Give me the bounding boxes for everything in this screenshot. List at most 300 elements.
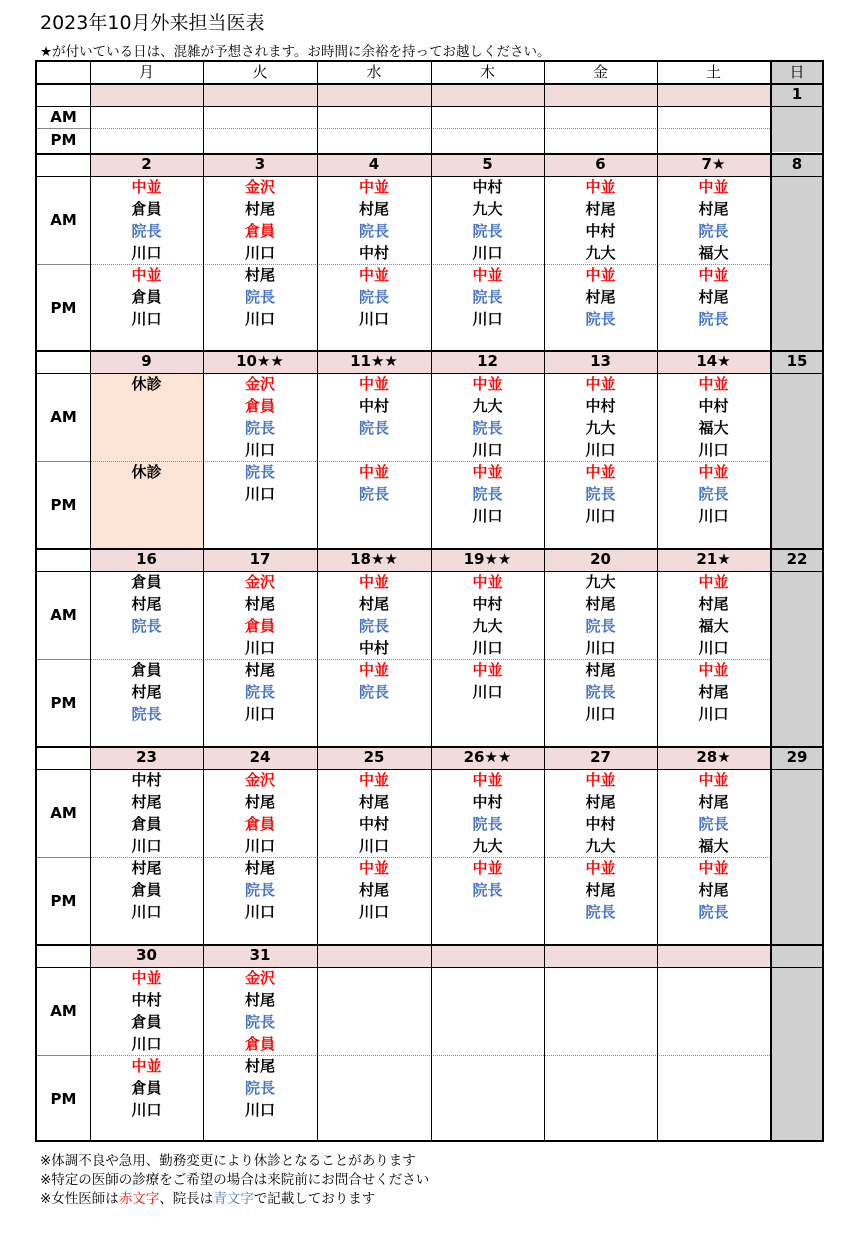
am-slot <box>90 769 203 857</box>
doctor-name: 院長 <box>244 463 275 481</box>
doctor-name: 院長 <box>472 222 503 240</box>
doctor-name: 村尾 <box>244 661 275 679</box>
weekday-header-5: 土 <box>705 63 721 81</box>
am-slot <box>431 106 544 128</box>
doctor-name: 村尾 <box>698 793 729 811</box>
column-line <box>657 62 658 1142</box>
pm-slot <box>657 659 770 746</box>
doctor-name: 院長 <box>585 903 616 921</box>
doctor-name: 村尾 <box>244 991 275 1009</box>
doctor-name: 中村 <box>472 793 503 811</box>
doctor-name: 中村 <box>698 397 729 415</box>
pm-slot <box>770 128 824 152</box>
date-cell: 4 <box>317 154 431 176</box>
am-slot <box>203 373 317 461</box>
am-label: AM <box>50 211 77 229</box>
date-cell: 15 <box>770 351 824 373</box>
doctor-name: 院長 <box>472 419 503 437</box>
pm-label: PM <box>50 298 77 317</box>
doctor-name: 川口 <box>358 903 389 921</box>
doctor-name: 中村 <box>585 222 616 240</box>
doctor-name: 中並 <box>131 969 162 987</box>
am-slot <box>90 176 203 264</box>
date-cell <box>657 945 770 967</box>
column-line <box>544 62 545 1142</box>
doctor-name: 院長 <box>698 222 729 240</box>
doctor-name: 休診 <box>131 375 162 393</box>
doctor-name: 院長 <box>244 881 275 899</box>
pm-slot <box>431 128 544 152</box>
doctor-name: 中並 <box>358 178 389 196</box>
pm-slot <box>770 264 824 351</box>
pm-slot <box>431 659 544 746</box>
doctor-name: 川口 <box>472 683 503 701</box>
doctor-name: 中並 <box>472 771 503 789</box>
doctor-name: 川口 <box>472 507 503 525</box>
doctor-name: 村尾 <box>244 859 275 877</box>
am-slot <box>657 769 770 857</box>
footer-note-3-part-a: ※女性医師は <box>40 1191 119 1207</box>
doctor-name: 院長 <box>358 419 389 437</box>
pm-slot <box>90 128 203 152</box>
date-cell <box>317 945 431 967</box>
pm-slot <box>544 461 657 548</box>
doctor-name: 院長 <box>698 310 729 328</box>
date-cell: 27 <box>544 747 657 769</box>
date-cell <box>657 84 770 106</box>
doctor-name: 中並 <box>358 859 389 877</box>
am-label: AM <box>50 1002 77 1020</box>
doctor-name: 中並 <box>585 463 616 481</box>
doctor-name: 中並 <box>585 375 616 393</box>
doctor-name: 村尾 <box>585 288 616 306</box>
pm-label: PM <box>50 1089 77 1108</box>
doctor-name: 川口 <box>585 705 616 723</box>
doctor-name: 中並 <box>358 661 389 679</box>
am-slot <box>90 373 203 461</box>
am-slot <box>770 769 824 857</box>
doctor-name: 九大 <box>472 397 503 415</box>
doctor-name: 金沢 <box>244 771 275 789</box>
date-cell <box>544 945 657 967</box>
am-slot <box>90 106 203 128</box>
doctor-name: 村尾 <box>585 793 616 811</box>
am-slot <box>544 373 657 461</box>
doctor-name: 中村 <box>472 178 503 196</box>
doctor-name: 川口 <box>698 441 729 459</box>
doctor-name: 中並 <box>472 859 503 877</box>
am-slot <box>657 967 770 1055</box>
column-line <box>203 62 204 1142</box>
am-slot <box>203 176 317 264</box>
am-slot <box>317 967 431 1055</box>
doctor-name: 川口 <box>131 310 162 328</box>
doctor-name: 村尾 <box>585 661 616 679</box>
doctor-name: 川口 <box>585 507 616 525</box>
am-slot <box>203 769 317 857</box>
am-slot <box>770 967 824 1055</box>
pm-slot <box>544 857 657 944</box>
doctor-name: 川口 <box>472 244 503 262</box>
pm-slot <box>203 1055 317 1142</box>
date-cell: 23 <box>90 747 203 769</box>
doctor-name: 川口 <box>698 705 729 723</box>
pm-slot <box>203 264 317 351</box>
doctor-name: 村尾 <box>131 683 162 701</box>
date-cell: 11★★ <box>317 351 431 373</box>
am-pm-divider-label <box>37 128 90 129</box>
footer-red-text-label: 赤文字 <box>118 1191 160 1207</box>
am-slot <box>203 967 317 1055</box>
doctor-name: 院長 <box>358 617 389 635</box>
column-line <box>90 62 91 1142</box>
doctor-name: 中並 <box>131 266 162 284</box>
doctor-name: 村尾 <box>585 595 616 613</box>
doctor-name: 中並 <box>472 375 503 393</box>
doctor-name: 川口 <box>244 441 275 459</box>
pm-slot <box>431 264 544 351</box>
doctor-name: 中並 <box>585 178 616 196</box>
doctor-name: 院長 <box>585 310 616 328</box>
doctor-name: 村尾 <box>698 595 729 613</box>
am-pm-divider-label <box>37 857 90 858</box>
date-cell: 12 <box>431 351 544 373</box>
pm-slot <box>317 659 431 746</box>
am-label: AM <box>50 108 77 126</box>
doctor-name: 院長 <box>698 815 729 833</box>
doctor-name: 川口 <box>244 1101 275 1119</box>
column-line <box>770 62 772 1142</box>
doctor-name: 中並 <box>472 463 503 481</box>
doctor-name: 倉員 <box>131 573 162 591</box>
doctor-name: 院長 <box>131 222 162 240</box>
doctor-name: 村尾 <box>244 595 275 613</box>
doctor-name: 院長 <box>244 1013 275 1031</box>
doctor-name: 倉員 <box>131 288 162 306</box>
am-slot <box>431 176 544 264</box>
doctor-name: 倉員 <box>244 1035 275 1053</box>
pm-slot <box>657 128 770 152</box>
footer-blue-text-label: 青文字 <box>213 1191 254 1207</box>
am-slot <box>203 106 317 128</box>
doctor-name: 川口 <box>698 507 729 525</box>
date-cell: 17 <box>203 549 317 571</box>
doctor-name: 村尾 <box>585 200 616 218</box>
doctor-name: 川口 <box>358 837 389 855</box>
am-slot <box>90 571 203 659</box>
am-slot <box>657 571 770 659</box>
doctor-name: 中並 <box>698 661 729 679</box>
doctor-name: 川口 <box>131 837 162 855</box>
doctor-name: 院長 <box>698 903 729 921</box>
doctor-name: 中村 <box>358 815 389 833</box>
doctor-name: 川口 <box>244 244 275 262</box>
am-slot <box>431 967 544 1055</box>
doctor-name: 院長 <box>131 705 162 723</box>
doctor-name: 中村 <box>358 244 389 262</box>
doctor-name: 中並 <box>358 375 389 393</box>
doctor-name: 九大 <box>472 617 503 635</box>
doctor-name: 院長 <box>698 485 729 503</box>
doctor-name: 川口 <box>131 244 162 262</box>
doctor-name: 福大 <box>698 617 729 635</box>
doctor-name: 九大 <box>585 244 616 262</box>
doctor-name: 倉員 <box>131 1013 162 1031</box>
doctor-name: 院長 <box>472 288 503 306</box>
doctor-name: 村尾 <box>244 1057 275 1075</box>
doctor-name: 村尾 <box>131 793 162 811</box>
date-cell: 21★ <box>657 549 770 571</box>
doctor-name: 川口 <box>585 639 616 657</box>
doctor-name: 中村 <box>585 815 616 833</box>
am-slot <box>657 176 770 264</box>
date-cell: 1 <box>770 84 824 106</box>
date-cell: 19★★ <box>431 549 544 571</box>
date-cell: 29 <box>770 747 824 769</box>
footer-note-1: ※体調不良や急用、勤務変更により休診となることがあります <box>40 1153 416 1169</box>
doctor-name: 中並 <box>472 266 503 284</box>
date-cell: 5 <box>431 154 544 176</box>
weekday-header-2: 水 <box>366 63 382 81</box>
date-cell: 7★ <box>657 154 770 176</box>
doctor-name: 倉員 <box>131 815 162 833</box>
doctor-name: 院長 <box>585 617 616 635</box>
date-cell: 10★★ <box>203 351 317 373</box>
doctor-name: 村尾 <box>244 200 275 218</box>
doctor-name: 中並 <box>358 463 389 481</box>
pm-slot <box>90 264 203 351</box>
pm-slot <box>657 461 770 548</box>
doctor-name: 院長 <box>585 485 616 503</box>
date-cell <box>431 945 544 967</box>
doctor-name: 金沢 <box>244 573 275 591</box>
am-slot <box>431 571 544 659</box>
am-pm-divider <box>90 659 770 660</box>
pm-slot <box>317 461 431 548</box>
doctor-name: 倉員 <box>244 397 275 415</box>
doctor-name: 中村 <box>131 991 162 1009</box>
pm-slot <box>544 264 657 351</box>
doctor-name: 九大 <box>472 200 503 218</box>
footer-note-3 <box>40 1190 429 1209</box>
page-title: 2023年10月外来担当医表 <box>40 12 265 34</box>
weekday-header-1: 火 <box>252 63 268 81</box>
am-slot <box>544 571 657 659</box>
doctor-name: 倉員 <box>131 1079 162 1097</box>
doctor-name: 村尾 <box>131 859 162 877</box>
doctor-name: 村尾 <box>358 793 389 811</box>
doctor-name: 村尾 <box>585 881 616 899</box>
doctor-name: 中並 <box>585 859 616 877</box>
pm-slot <box>431 1055 544 1142</box>
doctor-name: 院長 <box>585 683 616 701</box>
pm-label: PM <box>50 891 77 910</box>
pm-slot <box>657 1055 770 1142</box>
column-line <box>317 62 318 1142</box>
date-cell: 31 <box>203 945 317 967</box>
pm-slot <box>317 857 431 944</box>
date-cell: 13 <box>544 351 657 373</box>
doctor-name: 村尾 <box>244 266 275 284</box>
am-slot <box>317 106 431 128</box>
doctor-name: 村尾 <box>131 595 162 613</box>
doctor-name: 川口 <box>472 441 503 459</box>
pm-slot <box>203 857 317 944</box>
date-cell <box>317 84 431 106</box>
pm-slot <box>90 461 203 548</box>
doctor-name: 川口 <box>131 1101 162 1119</box>
doctor-name: 川口 <box>244 485 275 503</box>
doctor-name: 中並 <box>698 573 729 591</box>
doctor-name: 金沢 <box>244 178 275 196</box>
doctor-name: 倉員 <box>131 200 162 218</box>
doctor-name: 中村 <box>131 771 162 789</box>
doctor-name: 中並 <box>698 771 729 789</box>
doctor-name: 院長 <box>472 881 503 899</box>
doctor-name: 中村 <box>358 397 389 415</box>
pm-slot <box>317 264 431 351</box>
am-slot <box>317 176 431 264</box>
pm-slot <box>544 128 657 152</box>
doctor-name: 村尾 <box>698 200 729 218</box>
pm-slot <box>657 264 770 351</box>
pm-slot <box>90 1055 203 1142</box>
am-slot <box>544 176 657 264</box>
doctor-name: 金沢 <box>244 375 275 393</box>
doctor-name: 中並 <box>585 266 616 284</box>
doctor-name: 院長 <box>244 1079 275 1097</box>
date-cell: 9 <box>90 351 203 373</box>
schedule-table <box>35 60 824 1142</box>
doctor-name: 川口 <box>472 639 503 657</box>
am-slot <box>770 176 824 264</box>
doctor-name: 中並 <box>358 771 389 789</box>
am-pm-divider <box>90 128 770 129</box>
pm-slot <box>544 1055 657 1142</box>
date-cell: 8 <box>770 154 824 176</box>
date-cell <box>431 84 544 106</box>
doctor-name: 院長 <box>358 683 389 701</box>
date-cell: 30 <box>90 945 203 967</box>
doctor-name: 休診 <box>131 463 162 481</box>
date-cell <box>770 945 824 967</box>
pm-slot <box>431 857 544 944</box>
am-pm-divider <box>90 264 770 265</box>
doctor-name: 中並 <box>698 266 729 284</box>
footer-notes <box>40 1152 429 1209</box>
doctor-name: 中並 <box>698 859 729 877</box>
date-cell: 22 <box>770 549 824 571</box>
pm-label: PM <box>50 693 77 712</box>
date-cell: 14★ <box>657 351 770 373</box>
schedule-grid <box>37 62 822 1140</box>
doctor-name: 川口 <box>698 639 729 657</box>
weekday-header-3: 木 <box>479 63 495 81</box>
doctor-name: 倉員 <box>244 815 275 833</box>
doctor-name: 院長 <box>358 485 389 503</box>
footer-note-3-part-c: で記載しております <box>253 1191 376 1207</box>
am-slot <box>770 373 824 461</box>
doctor-name: 九大 <box>585 837 616 855</box>
date-cell: 3 <box>203 154 317 176</box>
doctor-name: 中並 <box>698 178 729 196</box>
am-pm-divider-label <box>37 264 90 265</box>
date-cell <box>90 84 203 106</box>
doctor-name: 川口 <box>131 903 162 921</box>
am-slot <box>657 373 770 461</box>
pm-slot <box>544 659 657 746</box>
pm-slot <box>203 659 317 746</box>
am-slot <box>544 967 657 1055</box>
am-slot <box>770 106 824 128</box>
pm-label: PM <box>50 495 77 514</box>
footer-note-2: ※特定の医師の診療をご希望の場合は来院前にお問合せください <box>40 1172 430 1188</box>
doctor-name: 中並 <box>698 463 729 481</box>
pm-slot <box>90 857 203 944</box>
date-cell: 2 <box>90 154 203 176</box>
doctor-name: 中並 <box>472 573 503 591</box>
am-label: AM <box>50 804 77 822</box>
doctor-name: 川口 <box>585 441 616 459</box>
doctor-name: 院長 <box>244 419 275 437</box>
am-slot <box>657 106 770 128</box>
am-pm-divider <box>90 461 770 462</box>
pm-slot <box>203 128 317 152</box>
doctor-name: 川口 <box>244 639 275 657</box>
am-pm-divider-label <box>37 461 90 462</box>
am-slot <box>317 571 431 659</box>
doctor-name: 院長 <box>358 222 389 240</box>
doctor-name: 村尾 <box>698 288 729 306</box>
date-cell: 26★★ <box>431 747 544 769</box>
doctor-name: 中並 <box>131 1057 162 1075</box>
am-slot <box>770 571 824 659</box>
am-slot <box>317 373 431 461</box>
footer-note-3-part-b: 、院長は <box>159 1191 214 1207</box>
doctor-name: 川口 <box>244 705 275 723</box>
doctor-name: 福大 <box>698 837 729 855</box>
crowding-notice: ★が付いている日は、混雑が予想されます。お時間に余裕を持ってお越しください。 <box>40 44 551 60</box>
am-slot <box>431 769 544 857</box>
doctor-name: 倉員 <box>131 661 162 679</box>
doctor-name: 倉員 <box>131 881 162 899</box>
weekday-header-6: 日 <box>770 62 824 84</box>
date-cell: 16 <box>90 549 203 571</box>
am-label: AM <box>50 408 77 426</box>
doctor-name: 中並 <box>358 573 389 591</box>
am-slot <box>317 769 431 857</box>
doctor-name: 村尾 <box>358 881 389 899</box>
pm-slot <box>770 1055 824 1142</box>
weekday-header-0: 月 <box>138 63 154 81</box>
am-slot <box>544 769 657 857</box>
date-cell <box>203 84 317 106</box>
column-line <box>431 62 432 1142</box>
doctor-name: 九大 <box>585 419 616 437</box>
pm-slot <box>317 128 431 152</box>
doctor-name: 村尾 <box>358 595 389 613</box>
date-cell <box>544 84 657 106</box>
doctor-name: 中村 <box>472 595 503 613</box>
doctor-name: 中並 <box>585 771 616 789</box>
am-label: AM <box>50 606 77 624</box>
doctor-name: 川口 <box>244 310 275 328</box>
doctor-name: 福大 <box>698 419 729 437</box>
date-cell: 18★★ <box>317 549 431 571</box>
am-pm-divider-label <box>37 659 90 660</box>
date-cell: 25 <box>317 747 431 769</box>
pm-slot <box>770 659 824 746</box>
